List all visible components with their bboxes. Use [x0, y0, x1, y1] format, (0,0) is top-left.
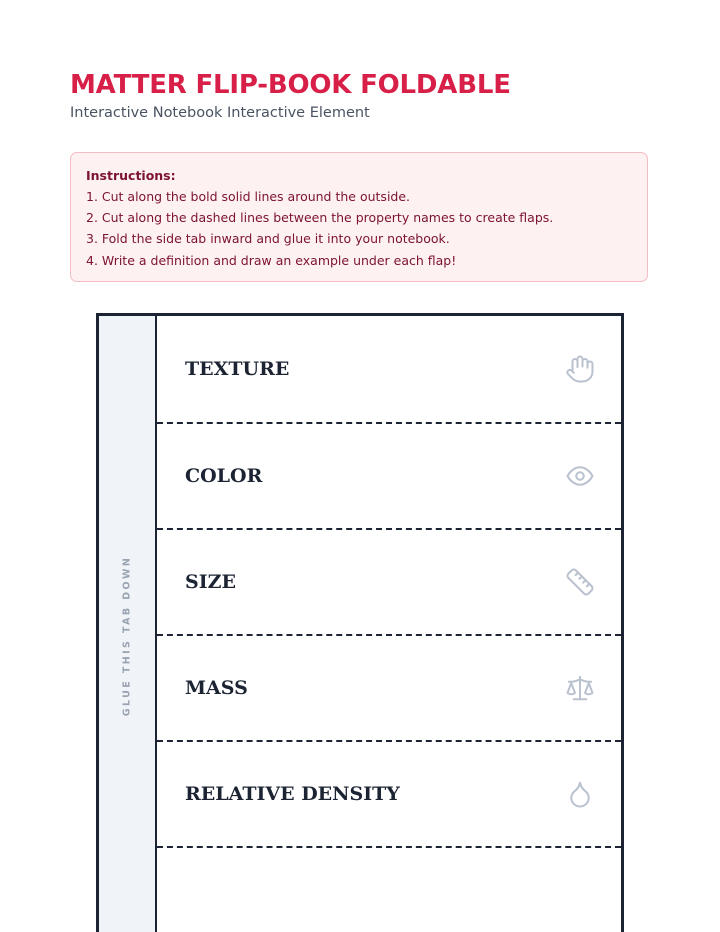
flap-label: MASS	[185, 677, 248, 699]
scale-icon	[565, 673, 595, 703]
flap-size	[157, 530, 621, 636]
instruction-step: 1. Cut along the bold solid lines around the outside.	[86, 189, 411, 204]
instruction-step: 3. Fold the side tab inward and glue it into your notebook.	[86, 231, 450, 247]
page-subtitle: Interactive Notebook Interactive Element	[70, 105, 370, 121]
eye-icon	[565, 461, 595, 491]
flap-color	[157, 424, 621, 530]
foldable-template	[96, 313, 624, 932]
instructions-box	[70, 152, 648, 282]
flap-label: SIZE	[185, 571, 236, 593]
page-title: MATTER FLIP-BOOK FOLDABLE	[70, 70, 511, 100]
instruction-step: 2. Cut along the dashed lines between the property names to create flaps.	[86, 210, 554, 226]
instruction-step: 4. Write a definition and draw an example under each flap!	[86, 252, 457, 268]
flap-label: TEXTURE	[185, 358, 290, 380]
instructions-list	[86, 186, 647, 271]
glue-tab	[99, 316, 157, 932]
flap-texture	[157, 316, 621, 424]
glue-tab-label: GLUE THIS TAB DOWN	[121, 555, 133, 717]
flap-label: RELATIVE DENSITY	[185, 783, 400, 805]
flap-mass	[157, 636, 621, 742]
ruler-icon	[565, 567, 595, 597]
hand-icon	[565, 354, 595, 384]
flap-relative-density	[157, 742, 621, 848]
flap-label: COLOR	[185, 465, 263, 487]
instructions-heading: Instructions:	[86, 168, 176, 183]
droplet-icon	[565, 779, 595, 809]
